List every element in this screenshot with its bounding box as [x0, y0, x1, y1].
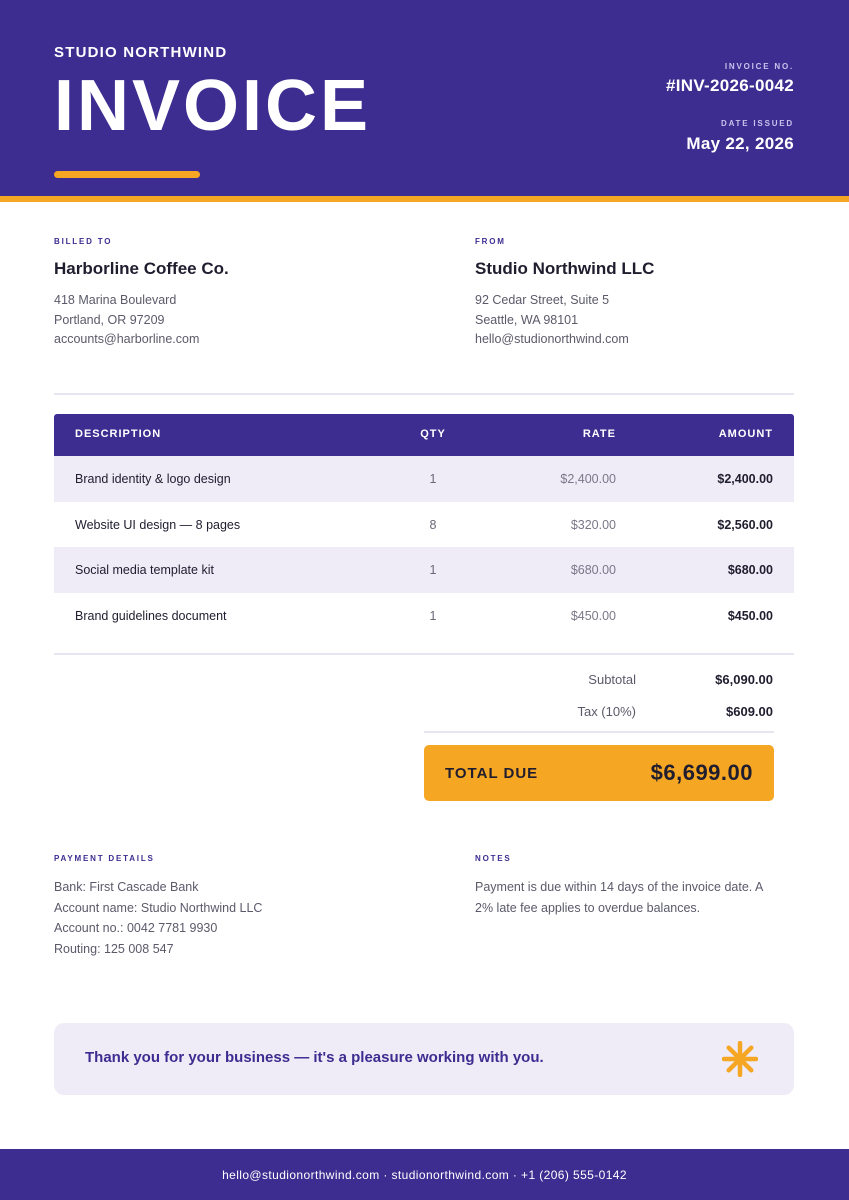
- billed-to-address-line2: Portland, OR 97209: [54, 312, 165, 327]
- subtotal-label: Subtotal: [588, 672, 636, 687]
- footer-contact: hello@studionorthwind.com · studionorthwind.com · +1 (206) 555-0142: [222, 1168, 627, 1182]
- date-issued-label-text: DATE ISSUED: [721, 119, 794, 128]
- tax-label: Tax (10%): [577, 704, 636, 719]
- total-due-value: $6,699.00: [650, 760, 753, 785]
- table-row: [54, 456, 794, 502]
- payment-details: [54, 877, 262, 959]
- header-qty: QTY: [420, 428, 446, 440]
- row-rate: $450.00: [570, 609, 616, 624]
- notes-line2: 2% late fee applies to overdue balances.: [475, 900, 701, 915]
- row-rate: $2,400.00: [560, 472, 616, 486]
- payment-bank: Bank: First Cascade Bank: [54, 880, 199, 894]
- from-address: [475, 291, 629, 350]
- title-accent-bar: [54, 171, 200, 178]
- table-row: [54, 547, 794, 593]
- line-items-table: [54, 414, 794, 639]
- row-qty: 8: [429, 517, 437, 532]
- subtotal-value: $6,090.00: [715, 672, 773, 687]
- row-description: Brand identity & logo design: [75, 472, 231, 486]
- thank-you-banner: [54, 1023, 794, 1095]
- table-header: [54, 414, 794, 456]
- invoice-number: [666, 76, 794, 96]
- header-amount: AMOUNT: [718, 428, 773, 440]
- row-qty: 1: [429, 472, 437, 486]
- row-description: Brand guidelines document: [75, 609, 227, 624]
- billed-to-address-line1: 418 Marina Boulevard: [54, 293, 177, 307]
- section-divider: [54, 393, 794, 395]
- table-bottom-divider: [54, 653, 794, 655]
- row-qty: 1: [429, 563, 437, 578]
- row-amount: $2,560.00: [717, 517, 773, 532]
- row-amount: $2,400.00: [717, 472, 773, 486]
- payment-account-name: Account name: Studio Northwind LLC: [54, 900, 263, 915]
- from-address-line1: 92 Cedar Street, Suite 5: [475, 293, 610, 307]
- from-name: Studio Northwind LLC: [475, 259, 655, 278]
- tax-value: $609.00: [726, 704, 773, 719]
- payment-details-label: PAYMENT DETAILS: [54, 854, 155, 863]
- thank-you-message: Thank you for your business — it's a pleasure working with you.: [85, 1049, 544, 1066]
- row-rate: $320.00: [570, 517, 616, 532]
- notes-text: [475, 877, 763, 918]
- total-due-box: [424, 745, 774, 801]
- from-address-line2: Seattle, WA 98101: [475, 312, 579, 327]
- row-description: Website UI design — 8 pages: [75, 517, 241, 532]
- from-label: FROM: [475, 237, 506, 246]
- row-amount: $450.00: [727, 609, 773, 624]
- date-issued-value: May 22, 2026: [686, 134, 794, 153]
- date-issued-label: [721, 113, 794, 131]
- notes-line1: Payment is due within 14 days of the invoice date. A: [475, 880, 764, 894]
- date-issued: [686, 134, 794, 154]
- invoice-header: [0, 0, 849, 196]
- billed-to-name: Harborline Coffee Co.: [54, 259, 229, 278]
- document-title: INVOICE: [54, 66, 372, 146]
- billed-to-label: BILLED TO: [54, 237, 113, 246]
- invoice-number-label: [725, 56, 794, 74]
- brand-name: STUDIO NORTHWIND: [54, 44, 228, 61]
- row-rate: $680.00: [570, 563, 616, 578]
- payment-routing: Routing: 125 008 547: [54, 941, 174, 956]
- row-qty: 1: [429, 609, 437, 624]
- invoice-number-label-text: INVOICE NO.: [724, 62, 794, 71]
- table-row: [54, 502, 794, 548]
- from-email: hello@studionorthwind.com: [475, 332, 629, 346]
- total-due-label: TOTAL DUE: [445, 765, 539, 782]
- row-description: Social media template kit: [75, 563, 214, 578]
- billed-to-email: accounts@harborline.com: [54, 332, 200, 346]
- billed-to-address: [54, 291, 199, 350]
- asterisk-icon: [722, 1041, 758, 1077]
- header-accent-stripe: [0, 196, 849, 202]
- notes-label: NOTES: [475, 854, 512, 863]
- header-rate: RATE: [582, 428, 616, 440]
- header-description: DESCRIPTION: [75, 428, 162, 440]
- invoice-number-value: #INV-2026-0042: [665, 76, 794, 95]
- payment-account-number: Account no.: 0042 7781 9930: [54, 921, 218, 935]
- table-row: [54, 593, 794, 639]
- row-amount: $680.00: [727, 563, 773, 578]
- invoice-footer: [0, 1149, 849, 1200]
- totals-divider: [424, 731, 774, 733]
